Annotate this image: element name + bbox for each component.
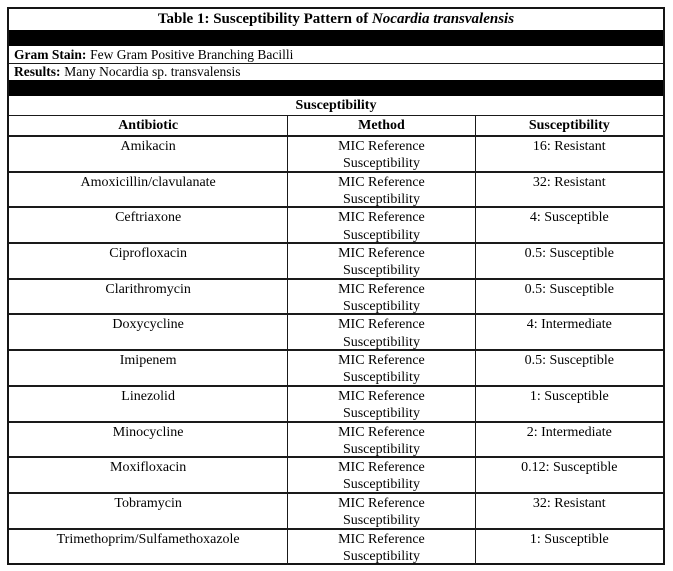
method-text: MIC Reference Susceptibility: [338, 210, 425, 243]
gram-stain-label: Gram Stain:: [14, 46, 87, 62]
table-row: [9, 456, 663, 492]
antibiotic-cell: Ceftriaxone: [115, 210, 182, 226]
table-row: [9, 242, 663, 278]
antibiotic-cell: Imipenem: [119, 353, 177, 369]
susceptibility-cell: 4: Intermediate: [475, 315, 663, 351]
method-text: MIC Reference Susceptibility: [338, 495, 425, 529]
antibiotic-cell: Ciprofloxacin: [109, 246, 188, 262]
susceptibility-table: [7, 7, 665, 565]
method-cell: [287, 137, 474, 173]
antibiotic-cell: Tobramycin: [114, 495, 182, 511]
column-header-susceptibility: Susceptibility: [475, 116, 663, 135]
susceptibility-cell: 4: Susceptible: [475, 208, 663, 244]
antibiotic-cell: Amoxicillin/clavulanate: [80, 174, 216, 190]
method-text: MIC Reference Susceptibility: [338, 139, 425, 172]
table-title: [9, 9, 663, 30]
antibiotic-cell: Minocycline: [112, 424, 184, 440]
results-value: Many Nocardia sp. transvalensis: [64, 64, 241, 79]
susceptibility-cell: 0.12: Susceptible: [475, 458, 663, 494]
method-text: MIC Reference Susceptibility: [338, 388, 425, 422]
method-cell: [287, 423, 474, 459]
method-cell: [287, 458, 474, 494]
susceptibility-cell: 1: Susceptible: [475, 387, 663, 423]
antibiotic-cell: Clarithromycin: [105, 281, 191, 297]
table-title-prefix: Table 1: Susceptibility Pattern of: [157, 11, 372, 27]
method-cell: [287, 351, 474, 387]
method-text: MIC Reference Susceptibility: [338, 353, 425, 386]
table-row: [9, 492, 663, 528]
method-cell: [287, 173, 474, 209]
table-title-species: Nocardia transvalensis: [371, 11, 515, 27]
susceptibility-cell: 0.5: Susceptible: [475, 244, 663, 280]
gram-stain-value: Few Gram Positive Branching Bacilli: [90, 46, 294, 62]
table-row: [9, 135, 663, 171]
method-cell: [287, 208, 474, 244]
method-text: MIC Reference Susceptibility: [338, 460, 425, 493]
susceptibility-cell: 0.5: Susceptible: [475, 351, 663, 387]
susceptibility-cell: 32: Resistant: [475, 494, 663, 530]
column-header-method: Method: [287, 116, 474, 135]
method-text: MIC Reference Susceptibility: [338, 174, 425, 207]
separator-bar-top: [9, 30, 663, 46]
susceptibility-cell: 0.5: Susceptible: [475, 280, 663, 316]
susceptibility-cell: 2: Intermediate: [475, 423, 663, 459]
method-text: MIC Reference Susceptibility: [338, 246, 425, 279]
susceptibility-cell: 32: Resistant: [475, 173, 663, 209]
gram-stain-row: [9, 46, 663, 63]
column-header-antibiotic: Antibiotic: [118, 117, 179, 133]
separator-bar-bottom: [9, 80, 663, 96]
table-row: [9, 528, 663, 564]
method-text: MIC Reference Susceptibility: [338, 531, 425, 564]
table-row: [9, 171, 663, 207]
antibiotic-cell: Trimethoprim/Sulfamethoxazole: [56, 531, 240, 547]
susceptibility-cell: 16: Resistant: [475, 137, 663, 173]
antibiotic-cell: Doxycycline: [112, 317, 184, 333]
antibiotic-cell: Linezolid: [121, 388, 175, 404]
section-header: Susceptibility: [295, 97, 377, 113]
table-row: [9, 385, 663, 421]
results-label: Results:: [14, 64, 61, 79]
method-cell: [287, 280, 474, 316]
antibiotic-cell: Amikacin: [120, 139, 176, 154]
table-row: [9, 278, 663, 314]
method-cell: [287, 530, 474, 566]
method-text: MIC Reference Susceptibility: [338, 317, 425, 350]
method-cell: [287, 494, 474, 530]
method-cell: [287, 315, 474, 351]
table-row: [9, 313, 663, 349]
susceptibility-cell: 1: Susceptible: [475, 530, 663, 566]
table-row: [9, 206, 663, 242]
table-row: [9, 349, 663, 385]
method-cell: [287, 244, 474, 280]
method-text: MIC Reference Susceptibility: [338, 424, 425, 457]
results-row: [9, 63, 663, 80]
method-cell: [287, 387, 474, 423]
antibiotic-cell: Moxifloxacin: [110, 460, 187, 476]
column-header-row: [9, 115, 663, 135]
table-row: [9, 421, 663, 457]
method-text: MIC Reference Susceptibility: [338, 281, 425, 315]
